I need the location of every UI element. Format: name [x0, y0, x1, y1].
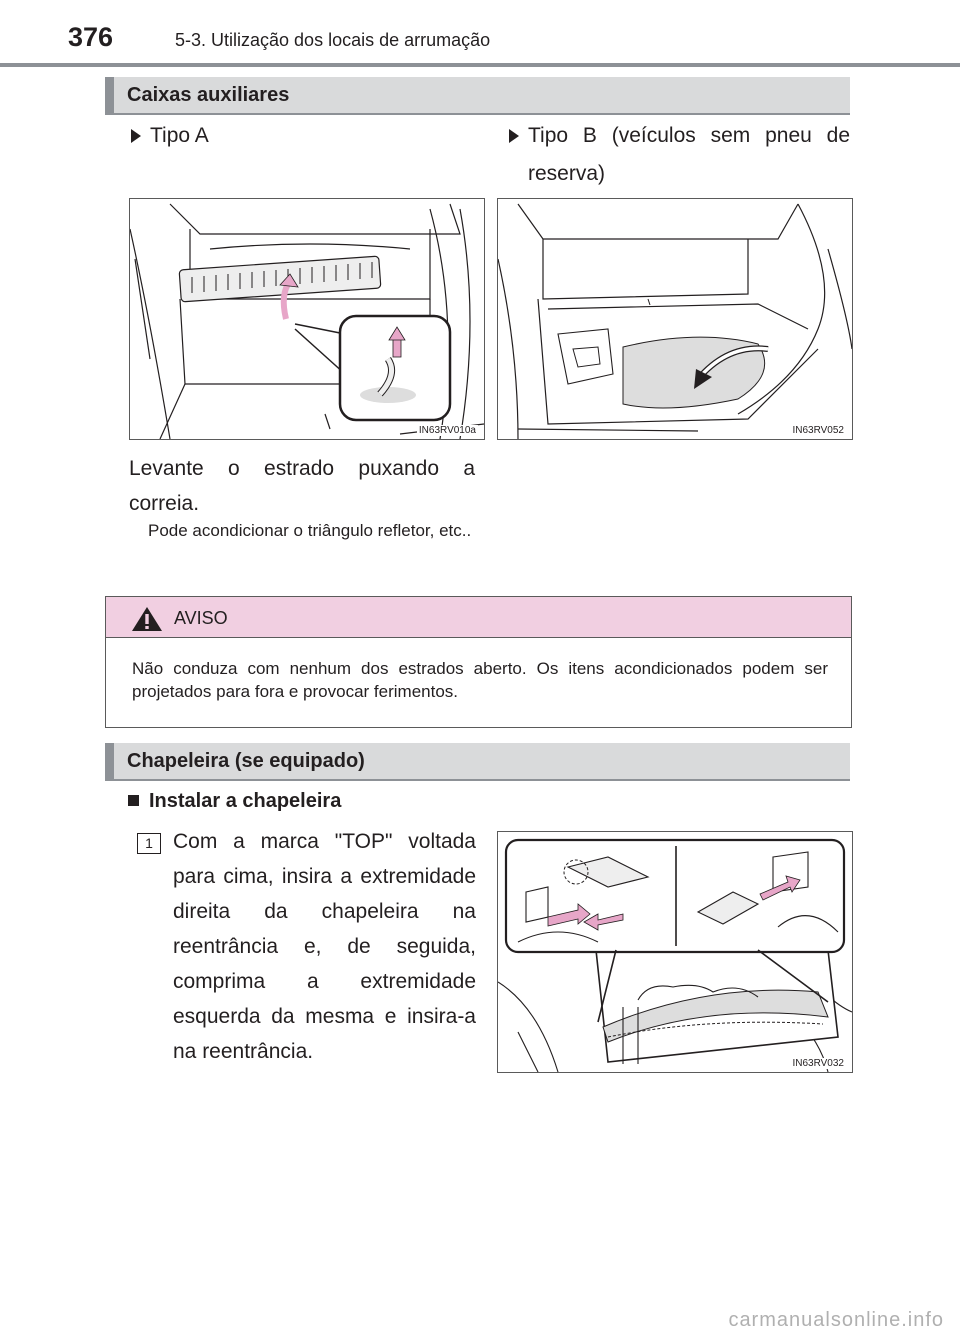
triangle-bullet-icon: [509, 129, 519, 143]
section-title-bar: [105, 743, 850, 781]
triangle-bullet-icon: [131, 129, 141, 143]
square-bullet-icon: [128, 795, 139, 806]
header-rule: [0, 63, 960, 67]
step-text: Com a marca "TOP" voltada para cima, insira a extremidade direita da chapeleira na reentrância e, de seguida, comprima a extremidade esquerda da mesma e insira-a na reentrância.: [173, 830, 476, 1063]
trunk-floor-illustration-a: [130, 199, 484, 439]
section-title-bar: [105, 77, 850, 115]
section-accent: [105, 743, 114, 781]
step-number: 1: [137, 833, 161, 854]
subheading: [128, 790, 341, 813]
watermark: carmanualsonline.info: [728, 1309, 944, 1331]
type-a-note: Pode acondicionar o triângulo refletor, etc..: [148, 521, 472, 540]
figure-type-b: [497, 198, 853, 440]
section-title: Caixas auxiliares: [127, 84, 290, 106]
subheading-text: Instalar a chapeleira: [149, 790, 342, 812]
figure-type-a: [129, 198, 485, 440]
figure-code: IN63RV010a: [418, 425, 476, 436]
figure-code: IN63RV052: [792, 425, 844, 436]
page-number: 376: [68, 22, 114, 52]
tonneau-cover-illustration: [498, 832, 852, 1072]
type-a-label: Tipo A: [150, 124, 209, 147]
warning-header: [106, 597, 851, 638]
type-a-description: Levante o estrado puxando a correia.: [129, 457, 475, 515]
warning-text: Não conduza com nenhum dos estrados aberto. Os itens acondicionados podem ser projetados para fora e provocar ferimentos.: [132, 659, 828, 701]
figure-tonneau-cover: [497, 831, 853, 1073]
figure-code: IN63RV032: [792, 1058, 844, 1069]
warning-title: AVISO: [174, 608, 228, 628]
warning-box: [105, 596, 852, 728]
type-b-label: Tipo B (veículos sem pneu de reserva): [528, 124, 850, 185]
warning-triangle-icon: [130, 605, 164, 633]
section-accent: [105, 77, 114, 115]
section-title: Chapeleira (se equipado): [127, 750, 365, 772]
running-head: 5-3. Utilização dos locais de arrumação: [175, 30, 491, 50]
trunk-floor-illustration-b: [498, 199, 852, 439]
